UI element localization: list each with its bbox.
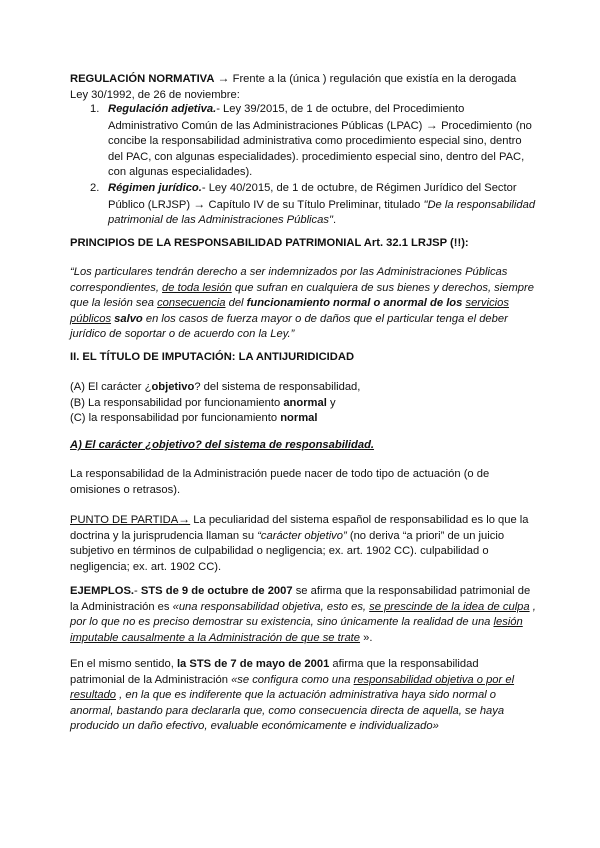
punto-partida-text: La peculiaridad del sistema español de responsabilidad es lo que la doctrina y la jurisprudencia llaman su — [70, 514, 529, 542]
quote-text: en los casos de fuerza mayor o de daños que el particular tenga el deber jurídico de soportar o de acuerdo con la Ley.” — [70, 312, 508, 341]
mismo-text: afirma que la responsabilidad patrimonial de la Administración — [70, 658, 479, 686]
ejemplos-quote-end: ». — [360, 631, 373, 644]
punto-partida-paragraph — [70, 512, 536, 575]
titulo-b-bold: anormal — [283, 396, 327, 409]
quote-underlined: consecuencia — [157, 297, 226, 310]
mismo-text: En el mismo sentido, — [70, 658, 177, 670]
ejemplos-quote: «una responsabilidad objetiva, esto es, — [172, 600, 370, 613]
titulo-heading: II. EL TÍTULO DE IMPUTACIÓN: LA ANTIJURIDICIDAD — [70, 351, 355, 363]
quote-underlined: de toda lesión — [162, 281, 232, 294]
titulo-c — [70, 412, 318, 424]
titulo-b-text: y — [326, 396, 336, 409]
list-item-text: - Ley 40/2015, de 1 de octubre, de Régimen Jurídico del Sector Público (LRJSP) — [108, 181, 517, 211]
list-item — [70, 181, 536, 229]
titulo-c-bold: normal — [280, 412, 318, 425]
list-item-quote: "De la responsabilidad patrimonial de las Administraciones Públicas" — [108, 198, 536, 227]
punto-partida-label: PUNTO DE PARTIDA — [70, 514, 179, 526]
mismo-quote: «se configura como una — [231, 673, 354, 686]
seccion-a-heading: A) El carácter ¿objetivo? del sistema de responsabilidad. — [70, 439, 375, 451]
seccion-a-paragraph: La responsabilidad de la Administración puede nacer de todo tipo de actuación (o de omisiones o retrasos). — [70, 468, 490, 496]
titulo-b — [70, 397, 336, 409]
principios-quote — [70, 265, 536, 343]
list-item-title: Régimen jurídico. — [108, 181, 202, 194]
quote-bold: funcionamiento normal o anormal de los — [246, 297, 466, 310]
ejemplos-label: EJEMPLOS. — [70, 585, 135, 597]
punto-partida-text: (no deriva “a priori” de un juicio subjetivo en términos de culpabilidad o negligencia; ex. art. 1902 CC). culpabilidad o negligencia; ex. art. 1902 CC). — [70, 529, 505, 573]
list-number: 2. — [90, 181, 100, 194]
regulacion-label: REGULACIÓN NORMATIVA — [70, 73, 215, 85]
mismo-quote-underlined: responsabilidad objetiva o por el resultado — [70, 673, 515, 702]
regulacion-list — [70, 102, 536, 229]
principios-heading: PRINCIPIOS DE LA RESPONSABILIDAD PATRIMONIAL Art. 32.1 LRJSP (!!): — [70, 237, 469, 249]
list-item-text: Procedimiento (no concibe la responsabilidad administrativa como procedimiento especial sino, dentro del PAC, con algunas especialidades). procedimiento especial sino, dentro del PAC, con algunas especialidades). — [108, 119, 532, 179]
ejemplos-sts: STS de 9 de octubre de 2007 — [140, 585, 293, 597]
quote-bold: salvo — [111, 312, 143, 325]
list-item-text: Capítulo IV de su Título Preliminar, titulado — [208, 198, 424, 211]
list-item — [70, 102, 536, 181]
list-item-end: . — [332, 214, 337, 227]
arrow-icon: → — [178, 512, 191, 526]
regulacion-text: Frente a la (única ) regulación que existía en la derogada Ley 30/1992, de 26 de noviembre: — [70, 73, 517, 101]
quote-underlined: servicios públicos — [70, 297, 509, 325]
titulo-b-text: (B) La responsabilidad por funcionamiento — [70, 396, 284, 409]
list-item-title: Regulación adjetiva. — [108, 103, 217, 115]
arrow-icon: → — [193, 196, 209, 211]
list-item-text: - Ley 39/2015, de 1 de octubre, del Procedimiento Administrativo Común de las Administraciones Públicas (LPAC) — [108, 103, 465, 132]
mismo-quote: , en la que es indiferente que la actuación administrativa haya sido normal o anormal, bastando para declararla que, como consecuencia directa de aquella, se haya producido un daño efectivo, evaluable económicamente e individualizado» — [70, 689, 505, 733]
titulo-a-text: (A) El carácter ¿ — [70, 381, 152, 393]
arrow-icon: → — [422, 117, 442, 132]
quote-text: del — [225, 297, 247, 310]
quote-text: que sufran en cualquiera de sus bienes y derechos, siempre que la lesión sea — [70, 281, 534, 310]
titulo-a-bold: objetivo — [151, 381, 195, 393]
ejemplos-dash: - — [134, 585, 141, 597]
titulo-list — [70, 380, 536, 427]
mismo-sentido-paragraph — [70, 657, 536, 735]
ejemplos-text: se afirma que la responsabilidad patrimonial de la Administración es — [70, 585, 531, 613]
ejemplos-paragraph — [70, 584, 536, 646]
ejemplos-quote: , por lo que no es preciso demostrar su existencia, sino únicamente la realidad de una — [70, 600, 536, 629]
list-number: 1. — [90, 103, 100, 115]
ejemplos-quote-underlined: se prescinde de la idea de culpa — [369, 600, 530, 613]
titulo-c-text: (C) la responsabilidad por funcionamiento — [70, 412, 281, 425]
titulo-a-text: ? del sistema de responsabilidad, — [194, 381, 361, 393]
arrow-icon: → — [217, 71, 230, 85]
mismo-sts: la STS de 7 de mayo de 2001 — [176, 658, 330, 670]
ejemplos-quote-underlined: lesión imputable causalmente a la Administración de que se trate — [70, 616, 523, 644]
quote-text: “Los particulares tendrán derecho a ser indemnizados por las Administraciones Públicas correspondientes, — [70, 266, 508, 294]
titulo-a — [70, 381, 360, 393]
punto-partida-quote: “carácter objetivo” — [257, 529, 347, 542]
regulacion-paragraph — [70, 71, 536, 103]
